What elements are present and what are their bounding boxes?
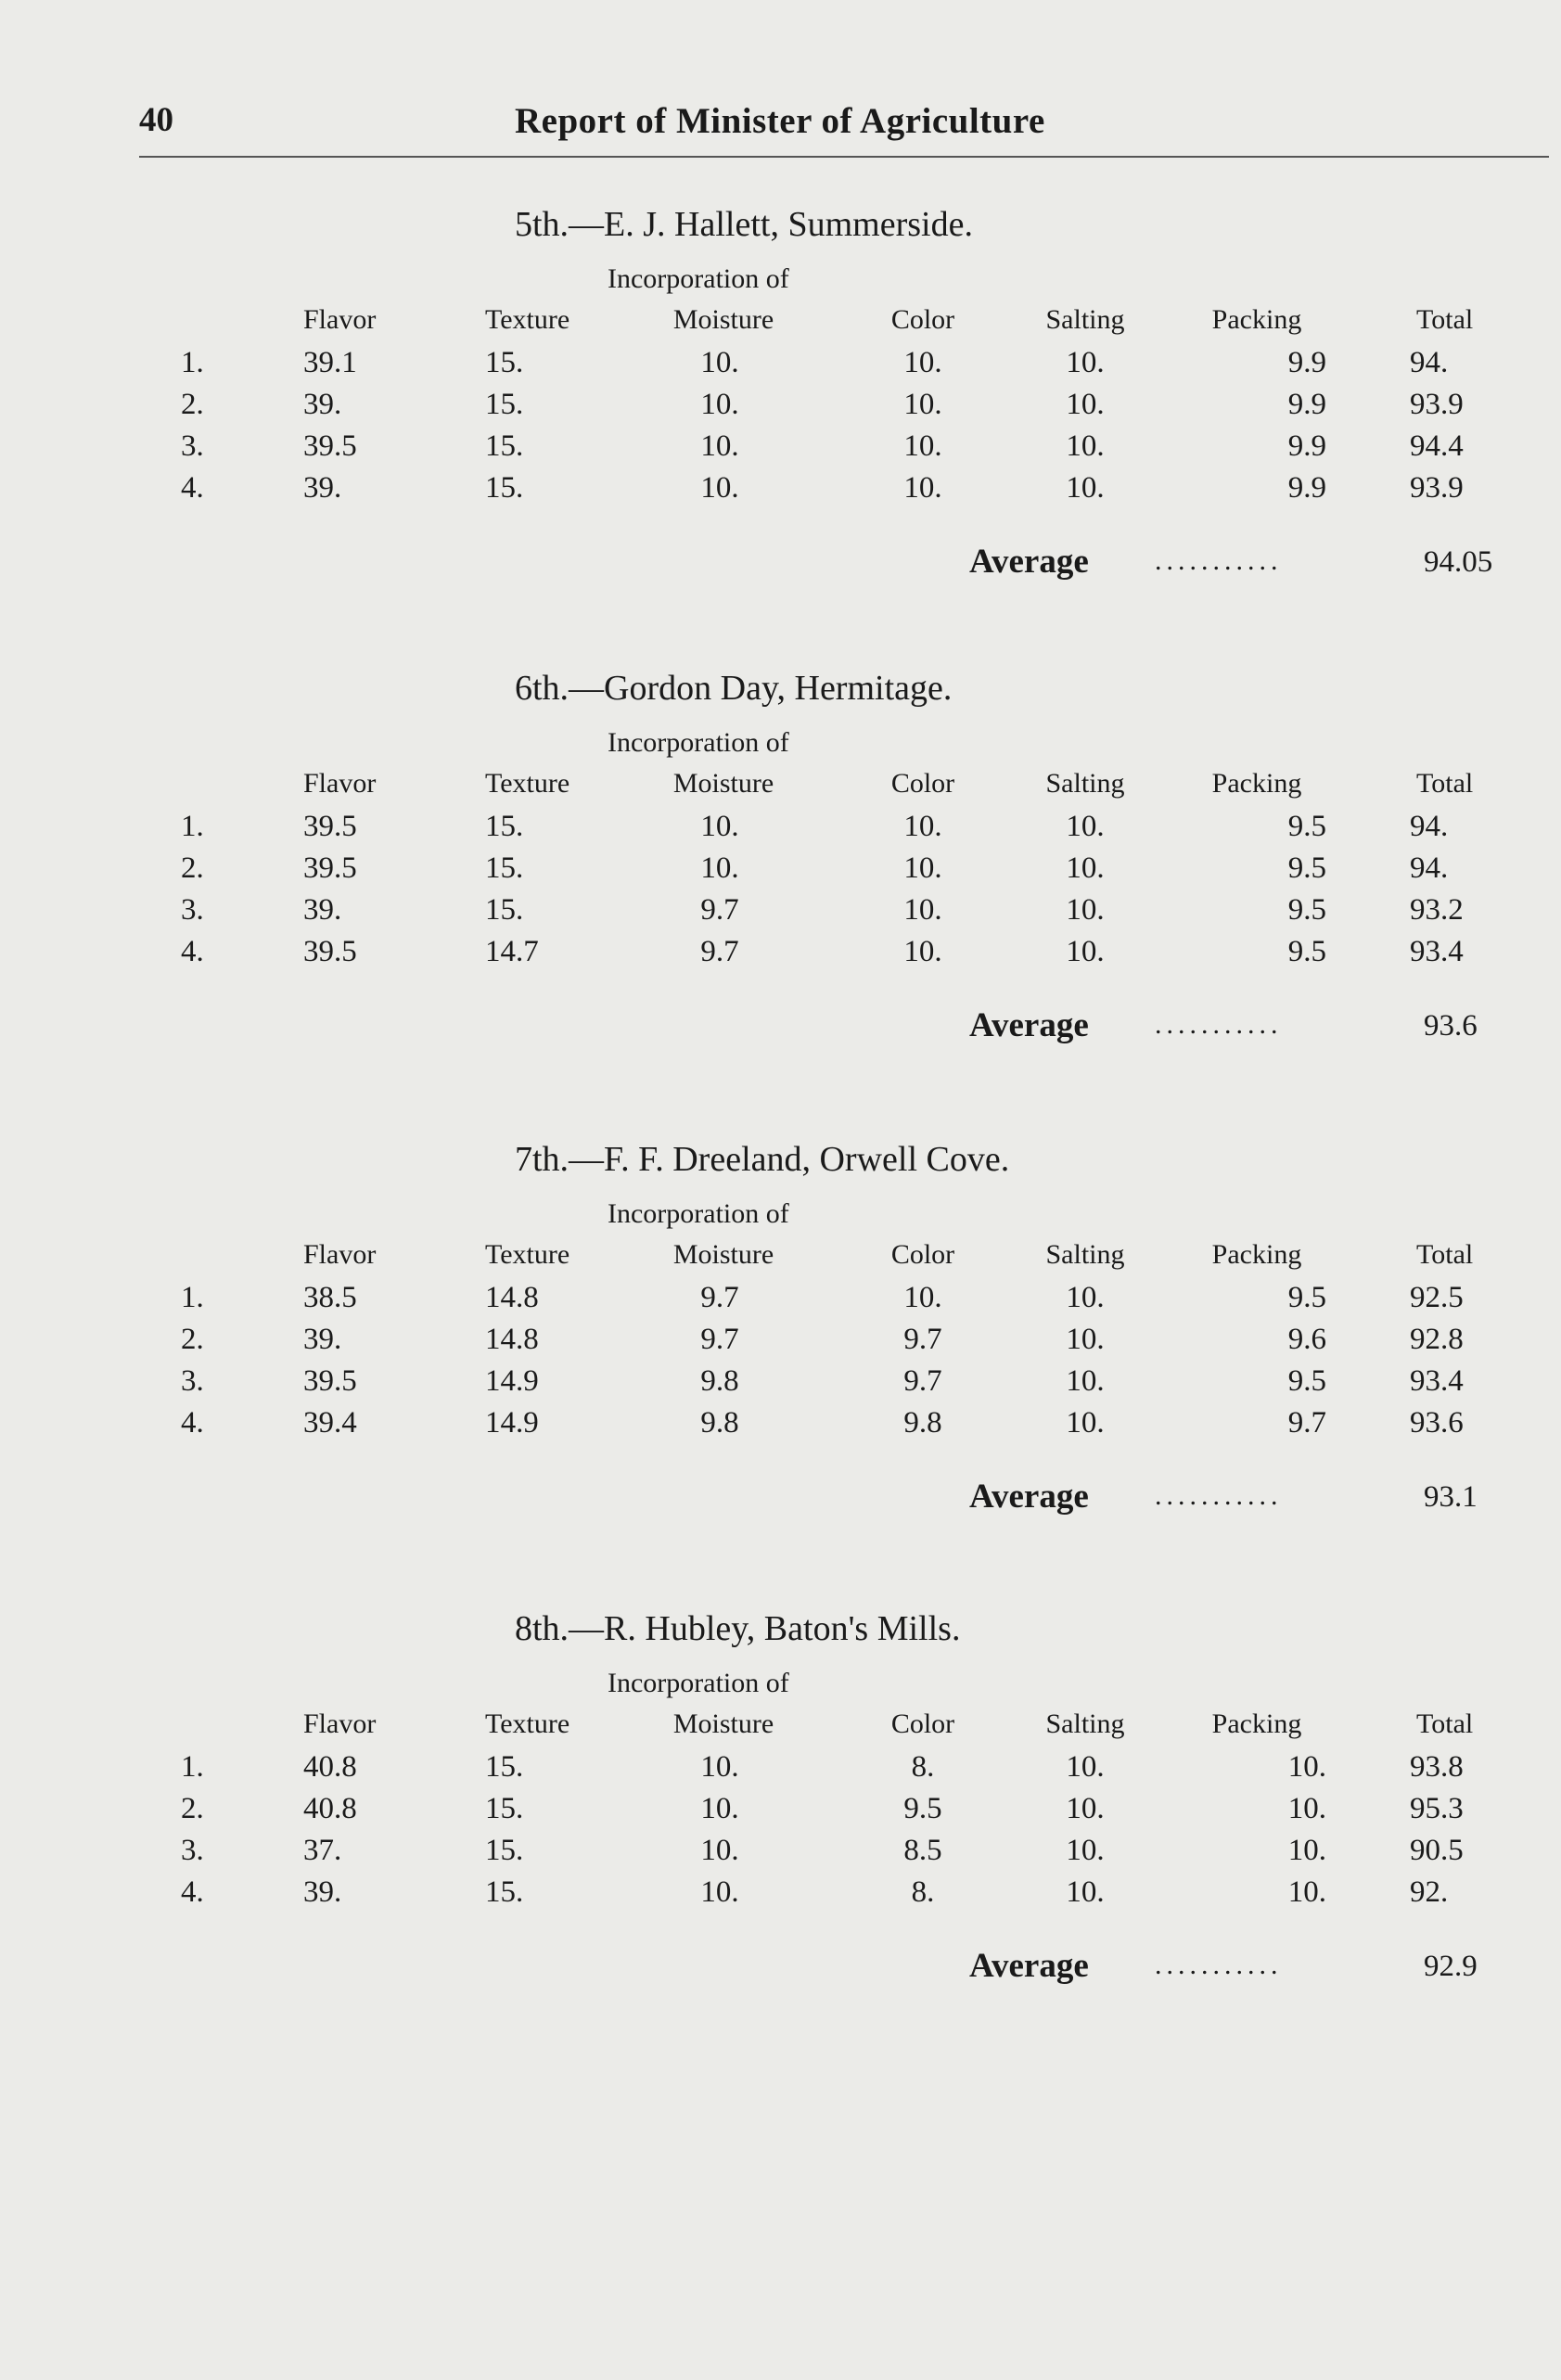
cell-moisture: 9.7 bbox=[700, 1323, 739, 1356]
running-head: Report of Minister of Agriculture bbox=[515, 101, 1045, 141]
cell-total: 92. bbox=[1410, 1875, 1449, 1909]
cell-packing: 9.5 bbox=[1287, 1281, 1326, 1314]
cell-texture: 15. bbox=[485, 471, 524, 505]
column-header-moisture: Moisture bbox=[672, 1239, 774, 1270]
row-number: 4. bbox=[181, 1875, 204, 1909]
row-number: 2. bbox=[181, 1323, 204, 1356]
average-label: Average bbox=[969, 543, 1089, 581]
average-leader-dots: ........... bbox=[1155, 545, 1283, 576]
cell-flavor: 39. bbox=[303, 1875, 342, 1909]
average-leader-dots: ........... bbox=[1155, 1009, 1283, 1040]
cell-salting: 10. bbox=[1066, 429, 1105, 463]
row-number: 2. bbox=[181, 851, 204, 885]
cell-packing: 10. bbox=[1287, 1750, 1326, 1784]
cell-total: 90.5 bbox=[1410, 1834, 1464, 1867]
cell-total: 93.8 bbox=[1410, 1750, 1464, 1784]
score-section bbox=[0, 1139, 1561, 1529]
cell-moisture: 10. bbox=[700, 1750, 739, 1784]
cell-packing: 9.5 bbox=[1287, 893, 1326, 927]
section-title: 5th.—E. J. Hallett, Summerside. bbox=[515, 205, 973, 244]
cell-salting: 10. bbox=[1066, 935, 1105, 968]
cell-packing: 9.5 bbox=[1287, 810, 1326, 843]
cell-color: 9.5 bbox=[903, 1792, 942, 1825]
cell-color: 8.5 bbox=[903, 1834, 942, 1867]
cell-packing: 9.9 bbox=[1287, 388, 1326, 421]
row-number: 4. bbox=[181, 935, 204, 968]
column-header-salting: Salting bbox=[1045, 768, 1125, 799]
cell-texture: 14.8 bbox=[485, 1281, 539, 1314]
cell-flavor: 39.5 bbox=[303, 1364, 357, 1398]
column-header-texture: Texture bbox=[485, 1708, 570, 1739]
average-label: Average bbox=[969, 1478, 1089, 1516]
column-header-texture: Texture bbox=[485, 1239, 570, 1270]
cell-texture: 15. bbox=[485, 388, 524, 421]
cell-moisture: 10. bbox=[700, 346, 739, 379]
cell-salting: 10. bbox=[1066, 1406, 1105, 1440]
cell-packing: 9.5 bbox=[1287, 851, 1326, 885]
cell-flavor: 39.5 bbox=[303, 935, 357, 968]
cell-color: 9.8 bbox=[903, 1406, 942, 1440]
average-value: 92.9 bbox=[1424, 1950, 1478, 1983]
cell-color: 10. bbox=[903, 388, 942, 421]
cell-texture: 15. bbox=[485, 851, 524, 885]
cell-packing: 9.5 bbox=[1287, 935, 1326, 968]
cell-packing: 9.9 bbox=[1287, 346, 1326, 379]
average-label: Average bbox=[969, 1006, 1089, 1044]
cell-packing: 9.9 bbox=[1287, 429, 1326, 463]
cell-flavor: 39. bbox=[303, 471, 342, 505]
cell-flavor: 37. bbox=[303, 1834, 342, 1867]
cell-color: 10. bbox=[903, 935, 942, 968]
cell-moisture: 9.8 bbox=[700, 1364, 739, 1398]
page-number: 40 bbox=[139, 101, 173, 139]
cell-moisture: 10. bbox=[700, 1834, 739, 1867]
cell-moisture: 10. bbox=[700, 471, 739, 505]
cell-color: 10. bbox=[903, 346, 942, 379]
cell-flavor: 39.4 bbox=[303, 1406, 357, 1440]
cell-total: 92.5 bbox=[1410, 1281, 1464, 1314]
cell-moisture: 9.7 bbox=[700, 935, 739, 968]
cell-texture: 15. bbox=[485, 810, 524, 843]
cell-salting: 10. bbox=[1066, 810, 1105, 843]
section-title: 6th.—Gordon Day, Hermitage. bbox=[515, 669, 953, 708]
row-number: 3. bbox=[181, 893, 204, 927]
cell-color: 10. bbox=[903, 851, 942, 885]
cell-packing: 9.6 bbox=[1287, 1323, 1326, 1356]
column-header-packing: Packing bbox=[1211, 1239, 1302, 1270]
column-header-salting: Salting bbox=[1045, 304, 1125, 335]
cell-flavor: 39.5 bbox=[303, 851, 357, 885]
cell-color: 10. bbox=[903, 893, 942, 927]
cell-color: 10. bbox=[903, 471, 942, 505]
column-header-total: Total bbox=[1416, 304, 1474, 335]
average-value: 93.6 bbox=[1424, 1009, 1478, 1043]
column-header-packing: Packing bbox=[1211, 1708, 1302, 1739]
cell-texture: 15. bbox=[485, 429, 524, 463]
average-value: 93.1 bbox=[1424, 1480, 1478, 1514]
cell-color: 8. bbox=[911, 1875, 935, 1909]
cell-salting: 10. bbox=[1066, 1323, 1105, 1356]
cell-texture: 15. bbox=[485, 1750, 524, 1784]
column-header-moisture: Moisture bbox=[672, 1708, 774, 1739]
cell-color: 10. bbox=[903, 1281, 942, 1314]
row-number: 3. bbox=[181, 429, 204, 463]
cell-texture: 14.8 bbox=[485, 1323, 539, 1356]
cell-packing: 10. bbox=[1287, 1792, 1326, 1825]
column-header-total: Total bbox=[1416, 1239, 1474, 1270]
section-title: 8th.—R. Hubley, Baton's Mills. bbox=[515, 1609, 961, 1648]
cell-salting: 10. bbox=[1066, 851, 1105, 885]
cell-texture: 14.9 bbox=[485, 1406, 539, 1440]
row-number: 1. bbox=[181, 1750, 204, 1784]
cell-flavor: 40.8 bbox=[303, 1750, 357, 1784]
cell-color: 8. bbox=[911, 1750, 935, 1784]
cell-moisture: 10. bbox=[700, 1792, 739, 1825]
cell-texture: 15. bbox=[485, 893, 524, 927]
row-number: 3. bbox=[181, 1834, 204, 1867]
cell-texture: 15. bbox=[485, 1875, 524, 1909]
cell-flavor: 39. bbox=[303, 388, 342, 421]
cell-color: 9.7 bbox=[903, 1364, 942, 1398]
cell-flavor: 39.1 bbox=[303, 346, 357, 379]
column-header-flavor: Flavor bbox=[303, 304, 377, 335]
column-header-moisture: Moisture bbox=[672, 768, 774, 799]
cell-flavor: 39.5 bbox=[303, 810, 357, 843]
cell-salting: 10. bbox=[1066, 388, 1105, 421]
column-header-flavor: Flavor bbox=[303, 1239, 377, 1270]
cell-total: 94.4 bbox=[1410, 429, 1464, 463]
cell-color: 9.7 bbox=[903, 1323, 942, 1356]
cell-texture: 15. bbox=[485, 1792, 524, 1825]
column-header-salting: Salting bbox=[1045, 1239, 1125, 1270]
page-header bbox=[0, 89, 1561, 163]
column-header-salting: Salting bbox=[1045, 1708, 1125, 1739]
cell-moisture: 9.8 bbox=[700, 1406, 739, 1440]
cell-packing: 10. bbox=[1287, 1834, 1326, 1867]
cell-packing: 10. bbox=[1287, 1875, 1326, 1909]
cell-packing: 9.7 bbox=[1287, 1406, 1326, 1440]
column-header-texture: Texture bbox=[485, 304, 570, 335]
column-header-color: Color bbox=[890, 304, 955, 335]
column-header-color: Color bbox=[890, 1708, 955, 1739]
row-number: 1. bbox=[181, 810, 204, 843]
cell-total: 93.9 bbox=[1410, 471, 1464, 505]
header-rule bbox=[139, 156, 1549, 158]
average-leader-dots: ........... bbox=[1155, 1480, 1283, 1511]
row-number: 2. bbox=[181, 388, 204, 421]
row-number: 3. bbox=[181, 1364, 204, 1398]
row-number: 1. bbox=[181, 346, 204, 379]
cell-texture: 15. bbox=[485, 1834, 524, 1867]
cell-texture: 14.7 bbox=[485, 935, 539, 968]
cell-total: 93.2 bbox=[1410, 893, 1464, 927]
average-value: 94.05 bbox=[1424, 545, 1493, 579]
cell-total: 95.3 bbox=[1410, 1792, 1464, 1825]
column-supertitle: Incorporation of bbox=[608, 1668, 789, 1698]
column-header-flavor: Flavor bbox=[303, 768, 377, 799]
cell-salting: 10. bbox=[1066, 1750, 1105, 1784]
score-section bbox=[0, 668, 1561, 1057]
column-header-packing: Packing bbox=[1211, 304, 1302, 335]
cell-color: 10. bbox=[903, 429, 942, 463]
column-header-color: Color bbox=[890, 1239, 955, 1270]
cell-packing: 9.9 bbox=[1287, 471, 1326, 505]
cell-total: 93.6 bbox=[1410, 1406, 1464, 1440]
column-header-moisture: Moisture bbox=[672, 304, 774, 335]
cell-salting: 10. bbox=[1066, 1834, 1105, 1867]
cell-moisture: 9.7 bbox=[700, 1281, 739, 1314]
cell-salting: 10. bbox=[1066, 1281, 1105, 1314]
cell-salting: 10. bbox=[1066, 1875, 1105, 1909]
cell-total: 94. bbox=[1410, 851, 1449, 885]
cell-moisture: 10. bbox=[700, 851, 739, 885]
column-supertitle: Incorporation of bbox=[608, 727, 789, 758]
cell-flavor: 38.5 bbox=[303, 1281, 357, 1314]
score-section bbox=[0, 204, 1561, 594]
row-number: 4. bbox=[181, 471, 204, 505]
cell-moisture: 10. bbox=[700, 1875, 739, 1909]
cell-total: 93.9 bbox=[1410, 388, 1464, 421]
cell-flavor: 40.8 bbox=[303, 1792, 357, 1825]
row-number: 1. bbox=[181, 1281, 204, 1314]
cell-moisture: 10. bbox=[700, 810, 739, 843]
cell-total: 93.4 bbox=[1410, 1364, 1464, 1398]
cell-packing: 9.5 bbox=[1287, 1364, 1326, 1398]
cell-salting: 10. bbox=[1066, 1364, 1105, 1398]
column-header-total: Total bbox=[1416, 768, 1474, 799]
cell-total: 92.8 bbox=[1410, 1323, 1464, 1356]
row-number: 2. bbox=[181, 1792, 204, 1825]
cell-texture: 15. bbox=[485, 346, 524, 379]
cell-flavor: 39. bbox=[303, 1323, 342, 1356]
column-supertitle: Incorporation of bbox=[608, 263, 789, 294]
column-supertitle: Incorporation of bbox=[608, 1198, 789, 1229]
row-number: 4. bbox=[181, 1406, 204, 1440]
cell-flavor: 39. bbox=[303, 893, 342, 927]
score-section bbox=[0, 1608, 1561, 1998]
section-title: 7th.—F. F. Dreeland, Orwell Cove. bbox=[515, 1140, 1010, 1179]
cell-moisture: 10. bbox=[700, 388, 739, 421]
cell-color: 10. bbox=[903, 810, 942, 843]
column-header-color: Color bbox=[890, 768, 955, 799]
cell-total: 94. bbox=[1410, 810, 1449, 843]
cell-moisture: 10. bbox=[700, 429, 739, 463]
cell-texture: 14.9 bbox=[485, 1364, 539, 1398]
cell-salting: 10. bbox=[1066, 346, 1105, 379]
column-header-packing: Packing bbox=[1211, 768, 1302, 799]
cell-flavor: 39.5 bbox=[303, 429, 357, 463]
cell-total: 93.4 bbox=[1410, 935, 1464, 968]
cell-salting: 10. bbox=[1066, 471, 1105, 505]
column-header-texture: Texture bbox=[485, 768, 570, 799]
column-header-total: Total bbox=[1416, 1708, 1474, 1739]
cell-moisture: 9.7 bbox=[700, 893, 739, 927]
cell-salting: 10. bbox=[1066, 893, 1105, 927]
cell-salting: 10. bbox=[1066, 1792, 1105, 1825]
average-label: Average bbox=[969, 1947, 1089, 1985]
column-header-flavor: Flavor bbox=[303, 1708, 377, 1739]
average-leader-dots: ........... bbox=[1155, 1950, 1283, 1980]
cell-total: 94. bbox=[1410, 346, 1449, 379]
